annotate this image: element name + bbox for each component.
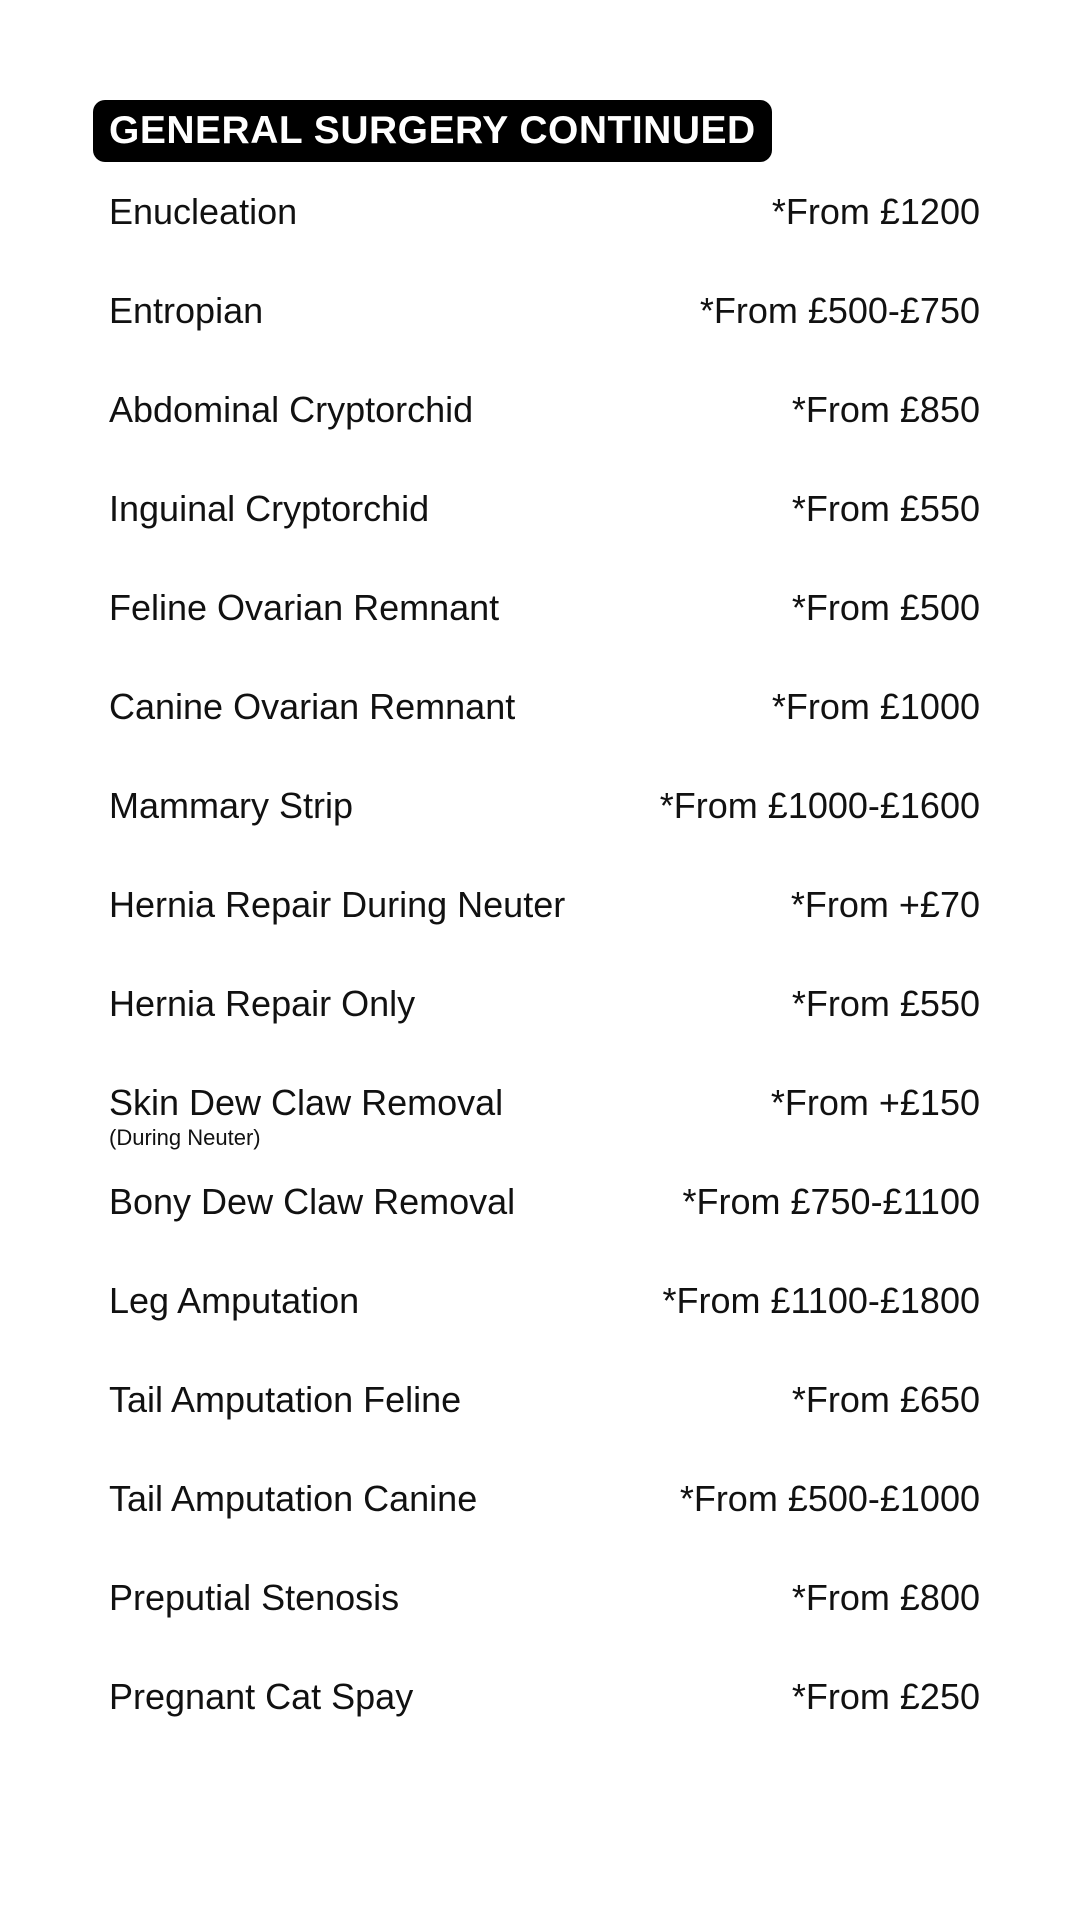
service-name: Mammary Strip — [109, 785, 354, 826]
price-row — [109, 1477, 980, 1576]
service-note: (During Neuter) — [109, 1125, 261, 1150]
service-name: Hernia Repair Only — [109, 983, 416, 1024]
service-name: Pregnant Cat Spay — [109, 1676, 414, 1717]
service — [109, 1675, 413, 1719]
price-row — [109, 982, 980, 1081]
service-price: *From £500-£1000 — [679, 1478, 980, 1519]
service — [109, 982, 415, 1026]
service-price: *From £850 — [791, 389, 980, 430]
section-title: GENERAL SURGERY CONTINUED — [93, 100, 772, 162]
service-price: *From £750-£1100 — [682, 1181, 980, 1222]
price-row — [109, 190, 980, 289]
service — [109, 1180, 515, 1224]
service-price: *From £250 — [791, 1676, 980, 1717]
service-price: *From £1100-£1800 — [662, 1280, 980, 1321]
service-name: Leg Amputation — [109, 1280, 360, 1321]
price-row — [109, 1378, 980, 1477]
service — [109, 685, 515, 729]
service-price: *From £500 — [791, 587, 980, 628]
service — [109, 1378, 461, 1422]
service — [109, 190, 297, 234]
service-name: Bony Dew Claw Removal — [109, 1181, 516, 1222]
price-list — [109, 190, 980, 1774]
service-name: Preputial Stenosis — [109, 1577, 400, 1618]
service-price: *From £1200 — [771, 191, 980, 232]
price-row — [109, 685, 980, 784]
service-name: Feline Ovarian Remnant — [109, 587, 500, 628]
service-price: *From £550 — [791, 983, 980, 1024]
service-price: *From +£70 — [790, 884, 980, 925]
service — [109, 784, 353, 828]
service-name: Canine Ovarian Remnant — [109, 686, 516, 727]
service — [109, 586, 499, 630]
service-price: *From £550 — [791, 488, 980, 529]
service — [109, 1576, 399, 1620]
service-price: *From £1000 — [771, 686, 980, 727]
service — [109, 388, 473, 432]
service-name: Hernia Repair During Neuter — [109, 884, 566, 925]
price-row — [109, 1279, 980, 1378]
service-price: *From £800 — [791, 1577, 980, 1618]
service — [109, 1477, 477, 1521]
service-name: Tail Amputation Feline — [109, 1379, 462, 1420]
service — [109, 1279, 359, 1323]
price-row — [109, 1576, 980, 1675]
price-row — [109, 487, 980, 586]
service — [109, 1081, 503, 1151]
price-row — [109, 289, 980, 388]
service-name: Entropian — [109, 290, 264, 331]
service-name: Tail Amputation Canine — [109, 1478, 478, 1519]
price-row — [109, 1675, 980, 1774]
service — [109, 289, 263, 333]
service-price: *From £1000-£1600 — [659, 785, 980, 826]
price-row — [109, 586, 980, 685]
service-name: Enucleation — [109, 191, 298, 232]
service — [109, 883, 565, 927]
price-row — [109, 388, 980, 487]
price-row — [109, 1180, 980, 1279]
price-row — [109, 784, 980, 883]
service — [109, 487, 429, 531]
price-row — [109, 1081, 980, 1180]
price-row — [109, 883, 980, 982]
service-price: *From +£150 — [770, 1082, 980, 1123]
service-name: Abdominal Cryptorchid — [109, 389, 474, 430]
service-name: Skin Dew Claw Removal — [109, 1082, 504, 1123]
service-name: Inguinal Cryptorchid — [109, 488, 430, 529]
service-price: *From £650 — [791, 1379, 980, 1420]
service-price: *From £500-£750 — [699, 290, 980, 331]
